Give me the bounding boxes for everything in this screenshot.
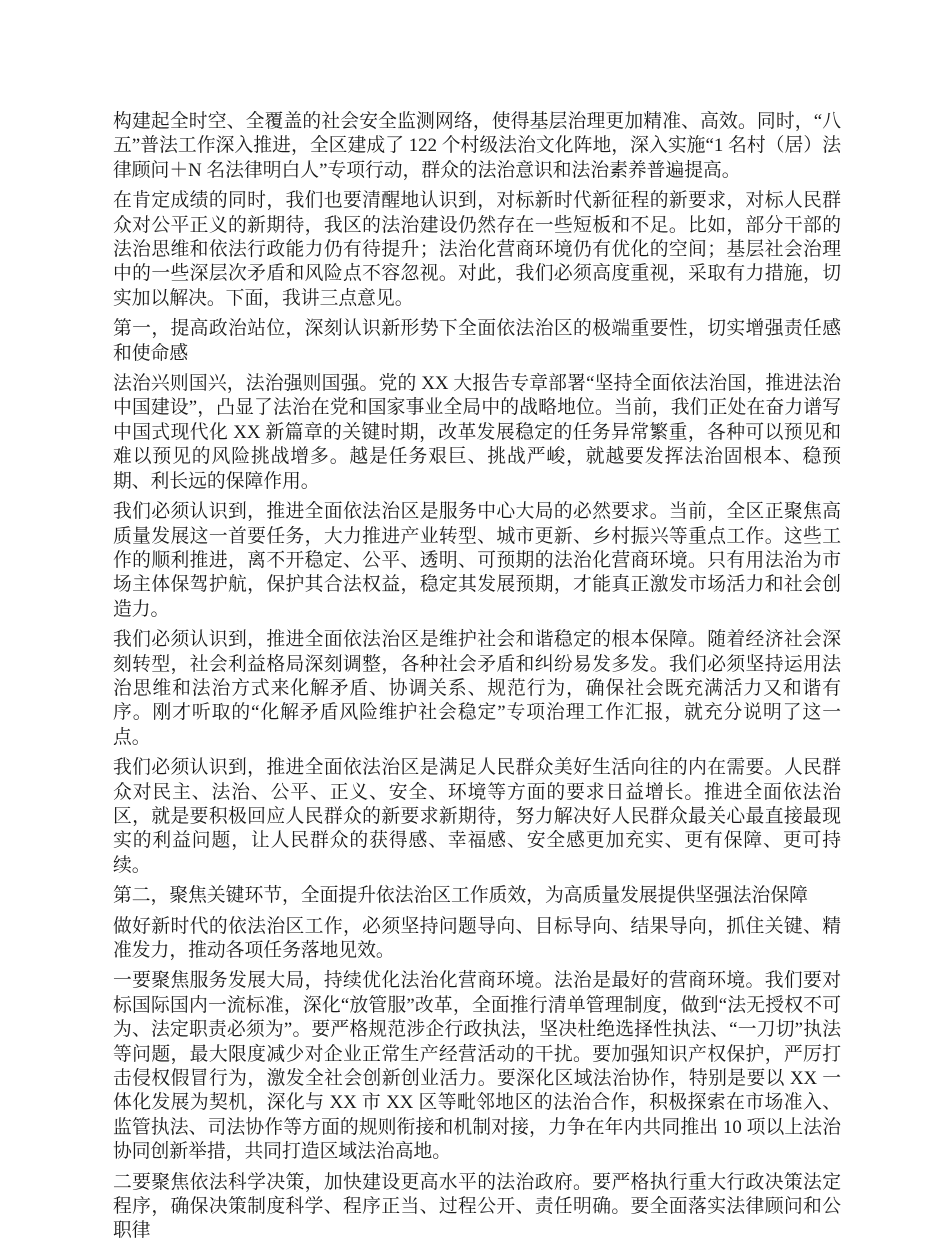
paragraph-serve-central-tasks: 我们必须认识到，推进全面依法治区是服务中心大局的必然要求。当前，全区正聚焦高质量发展这一首要任务，大力推进产业转型、城市更新、乡村振兴等重点工作。这些工作的顺利推进，离不开稳定、公平、透明、可预期的法治化营商环境。只有用法治为市场主体保驾护航，保护其合法权益，稳定其发展预期，才能真正激发市场活力和社会创造力。 — [113, 501, 841, 620]
heading-section-2: 第二，聚焦关键环节，全面提升依法治区工作质效，为高质量发展提供坚强法治保障 — [113, 885, 808, 907]
paragraph-point-1-business-environment: 一要聚焦服务发展大局，持续优化法治化营商环境。法治是最好的营商环境。我们要对标国际国内一流标准，深化“放管服”改革，全面推行清单管理制度，做到“法无授权不可为、法定职责必须为”。要严格规范涉企行政执法，坚决杜绝选择性执法、“一刀切”执法等问题，最大限度减少对企业正常生产经营活动的干扰。要加强知识产权保护，严厉打击侵权假冒行为，激发全社会创新创业活力。要深化区域法治协作，特别是要以 XX 一体化发展为契机，深化与 XX 市 XX 区等毗邻地区的法治合作，积极探索在市场准入、监管执法、司法协作等方面的规则衔接和机制对接，力争在年内共同推出 10 项以上法治协同创新举措，共同打造区域法治高地。 — [113, 970, 841, 1163]
document-body — [113, 110, 841, 1250]
paragraph-work-orientation: 做好新时代的依法治区工作，必须坚持问题导向、目标导向、结果导向，抓住关键、精准发力，推动各项任务落地见效。 — [113, 915, 841, 961]
paragraph-problems-overview: 在肯定成绩的同时，我们也要清醒地认识到，对标新时代新征程的新要求，对标人民群众对公平正义的新期待，我区的法治建设仍然存在一些短板和不足。比如，部分干部的法治思维和依法行政能力仍有待提升；法治化营商环境仍有优化的空间；基层社会治理中的一些深层次矛盾和风险点不容忽视。对此，我们必须高度重视，采取有力措施，切实加以解决。下面，我讲三点意见。 — [113, 190, 841, 309]
paragraph-achievements-tail: 构建起全时空、全覆盖的社会安全监测网络，使得基层治理更加精准、高效。同时，“八五”普法工作深入推进，全区建成了 122 个村级法治文化阵地，深入实施“1 名村（居）法律顾问＋N 名法律明白人”专项行动，群众的法治意识和法治素养普遍提高。 — [113, 111, 841, 181]
paragraph-people-needs: 我们必须认识到，推进全面依法治区是满足人民群众美好生活向往的内在需要。人民群众对民主、法治、公平、正义、安全、环境等方面的要求日益增长。推进全面依法治区，就是要积极回应人民群众的新要求新期待，努力解决好人民群众最关心最直接最现实的利益问题，让人民群众的获得感、幸福感、安全感更加充实、更有保障、更可持续。 — [113, 757, 841, 876]
paragraph-rule-of-law-strategy: 法治兴则国兴，法治强则国强。党的 XX 大报告专章部署“坚持全面依法治国，推进法治中国建设”，凸显了法治在党和国家事业全局中的战略地位。当前，我们正处在奋力谱写中国式现代化 XX 新篇章的关键时期，改革发展稳定的任务异常繁重，各种可以预见和难以预见的风险挑战增多。越是任务艰巨、挑战严峻，就越要发挥法治固根本、稳预期、利长远的保障作用。 — [113, 373, 841, 492]
paragraph-point-2-lawful-decision-truncated: 二要聚焦依法科学决策，加快建设更高水平的法治政府。要严格执行重大行政决策法定程序，确保决策制度科学、程序正当、过程公开、责任明确。要全面落实法律顾问和公职律 — [113, 1171, 841, 1242]
paragraph-social-stability: 我们必须认识到，推进全面依法治区是维护社会和谐稳定的根本保障。随着经济社会深刻转型，社会利益格局深刻调整，各种社会矛盾和纠纷易发多发。我们必须坚持运用法治思维和法治方式来化解矛盾、协调关系、规范行为，确保社会既充满活力又和谐有序。刚才听取的“化解矛盾风险维护社会稳定”专项治理工作汇报，就充分说明了这一点。 — [113, 629, 841, 748]
heading-section-1: 第一，提高政治站位，深刻认识新形势下全面依法治区的极端重要性，切实增强责任感和使命感 — [113, 318, 841, 364]
